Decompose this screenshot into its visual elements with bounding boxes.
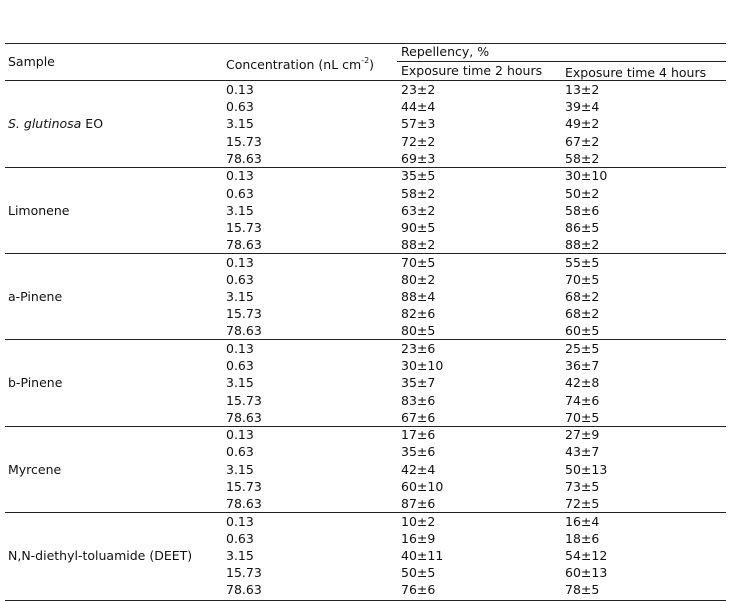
repellency-4h-cell: 13±2 (565, 82, 600, 97)
sample-name (8, 203, 70, 218)
repellency-4h-cell: 16±4 (565, 513, 600, 529)
concentration-cell: 0.63 (226, 444, 254, 460)
concentration-cell: 0.13 (226, 340, 254, 356)
header-concentration-text: Concentration (nL cm (226, 57, 362, 72)
repellency-2h-cell: 80±2 (401, 271, 436, 287)
repellency-4h-cell: 30±10 (565, 168, 608, 184)
sample-name-text: Myrcene (8, 461, 62, 477)
repellency-2h-cell: 44±4 (401, 99, 436, 115)
concentration-cell: 15.73 (226, 219, 262, 235)
group-separator-rule (5, 426, 726, 427)
repellency-2h-cell: 90±5 (401, 219, 436, 235)
repellency-2h-cell: 69±3 (401, 150, 436, 166)
sample-name (8, 548, 192, 563)
repellency-2h-cell: 72±2 (401, 133, 436, 149)
concentration-cell: 0.63 (226, 358, 254, 374)
sample-name (8, 116, 103, 131)
header-exposure-2h: Exposure time 2 hours (401, 63, 543, 78)
repellency-2h-cell: 63±2 (401, 202, 436, 218)
header-concentration-exponent: -2 (361, 56, 370, 65)
repellency-4h-cell: 49±2 (565, 116, 600, 132)
repellency-2h-cell: 16±9 (401, 530, 436, 546)
repellency-2h-cell: 67±6 (401, 409, 436, 425)
repellency-2h-cell: 83±6 (401, 392, 436, 408)
concentration-cell: 0.63 (226, 271, 254, 287)
repellency-4h-cell: 27±9 (565, 427, 600, 443)
repellency-4h-cell: 74±6 (565, 392, 600, 408)
header-concentration-close: ) (369, 57, 375, 72)
repellency-2h-cell: 35±6 (401, 444, 436, 460)
repellency-4h-cell: 36±7 (565, 358, 600, 374)
group-separator-rule (5, 512, 726, 513)
concentration-cell: 15.73 (226, 392, 262, 408)
repellency-2h-cell: 40±11 (401, 547, 444, 563)
sample-name-text: a-Pinene (8, 289, 63, 304)
repellency-2h-cell: 35±7 (401, 375, 436, 391)
repellency-4h-cell: 86±5 (565, 219, 600, 235)
concentration-cell: 78.63 (226, 237, 262, 253)
concentration-cell: 0.13 (226, 513, 254, 529)
repellency-4h-cell: 68±2 (565, 306, 600, 322)
repellency-2h-cell: 87±6 (401, 496, 436, 511)
repellency-4h-cell: 88±2 (565, 237, 600, 253)
concentration-cell: 0.63 (226, 185, 254, 201)
concentration-cell: 0.63 (226, 530, 254, 546)
sample-name-text: b-Pinene (8, 375, 63, 391)
concentration-cell: 0.13 (226, 82, 254, 97)
sample-name (8, 289, 62, 304)
concentration-cell: 15.73 (226, 478, 262, 494)
repellency-2h-cell: 42±4 (401, 461, 436, 477)
repellency-2h-cell: 88±4 (401, 289, 436, 304)
repellency-2h-cell: 30±10 (401, 358, 444, 374)
repellency-4h-cell: 78±5 (565, 582, 600, 598)
repellency-2h-cell: 23±6 (401, 340, 436, 356)
sample-name-text: EO (81, 116, 104, 132)
concentration-cell: 78.63 (226, 582, 262, 598)
concentration-cell: 0.13 (226, 168, 254, 184)
sample-name-italic: S. glutinosa (8, 116, 82, 132)
repellency-4h-cell: 70±5 (565, 271, 600, 287)
repellency-2h-cell: 58±2 (401, 185, 436, 201)
repellency-2h-cell: 80±5 (401, 323, 436, 339)
group-separator-rule (5, 253, 726, 254)
table-top-rule (5, 43, 726, 44)
subheader-rule (397, 61, 726, 62)
repellency-4h-cell: 68±2 (565, 289, 600, 304)
header-concentration (226, 57, 374, 73)
concentration-cell: 3.15 (226, 202, 254, 218)
sample-name-text: Limonene (8, 202, 70, 218)
repellency-4h-cell: 54±12 (565, 547, 608, 563)
group-separator-rule (5, 339, 726, 340)
repellency-4h-cell: 42±8 (565, 375, 600, 391)
repellency-4h-cell: 39±4 (565, 99, 600, 115)
sample-name (8, 462, 61, 477)
concentration-cell: 78.63 (226, 496, 262, 511)
repellency-2h-cell: 88±2 (401, 237, 436, 253)
repellency-2h-cell: 17±6 (401, 427, 436, 443)
repellency-2h-cell: 35±5 (401, 168, 436, 184)
concentration-cell: 15.73 (226, 565, 262, 581)
concentration-cell: 3.15 (226, 461, 254, 477)
repellency-2h-cell: 50±5 (401, 565, 436, 581)
header-sample: Sample (8, 54, 55, 69)
concentration-cell: 78.63 (226, 323, 262, 339)
repellency-2h-cell: 76±6 (401, 582, 436, 598)
concentration-cell: 78.63 (226, 150, 262, 166)
repellency-4h-cell: 18±6 (565, 530, 600, 546)
repellency-4h-cell: 60±13 (565, 565, 608, 581)
repellency-4h-cell: 50±13 (565, 461, 608, 477)
repellency-2h-cell: 82±6 (401, 306, 436, 322)
repellency-2h-cell: 57±3 (401, 116, 436, 132)
repellency-4h-cell: 58±6 (565, 202, 600, 218)
repellency-4h-cell: 50±2 (565, 185, 600, 201)
repellency-4h-cell: 72±5 (565, 496, 600, 511)
sample-name-text: N,N-diethyl-toluamide (DEET) (8, 547, 193, 563)
group-separator-rule (5, 167, 726, 168)
repellency-2h-cell: 10±2 (401, 513, 436, 529)
concentration-cell: 0.13 (226, 254, 254, 270)
repellency-4h-cell: 73±5 (565, 478, 600, 494)
repellency-4h-cell: 60±5 (565, 323, 600, 339)
header-exposure-4h: Exposure time 4 hours (565, 65, 707, 80)
concentration-cell: 15.73 (226, 133, 262, 149)
repellency-4h-cell: 67±2 (565, 133, 600, 149)
concentration-cell: 3.15 (226, 375, 254, 391)
concentration-cell: 0.63 (226, 99, 254, 115)
repellency-2h-cell: 70±5 (401, 254, 436, 270)
concentration-cell: 3.15 (226, 289, 254, 304)
repellency-4h-cell: 55±5 (565, 254, 600, 270)
repellency-4h-cell: 25±5 (565, 340, 600, 356)
repellency-4h-cell: 58±2 (565, 150, 600, 166)
concentration-cell: 3.15 (226, 116, 254, 132)
repellency-2h-cell: 23±2 (401, 82, 436, 97)
repellency-4h-cell: 43±7 (565, 444, 600, 460)
concentration-cell: 78.63 (226, 409, 262, 425)
concentration-cell: 0.13 (226, 427, 254, 443)
header-repellency: Repellency, % (401, 44, 490, 59)
repellency-4h-cell: 70±5 (565, 409, 600, 425)
concentration-cell: 3.15 (226, 547, 254, 563)
sample-name (8, 375, 62, 390)
repellency-2h-cell: 60±10 (401, 478, 444, 494)
concentration-cell: 15.73 (226, 306, 262, 322)
